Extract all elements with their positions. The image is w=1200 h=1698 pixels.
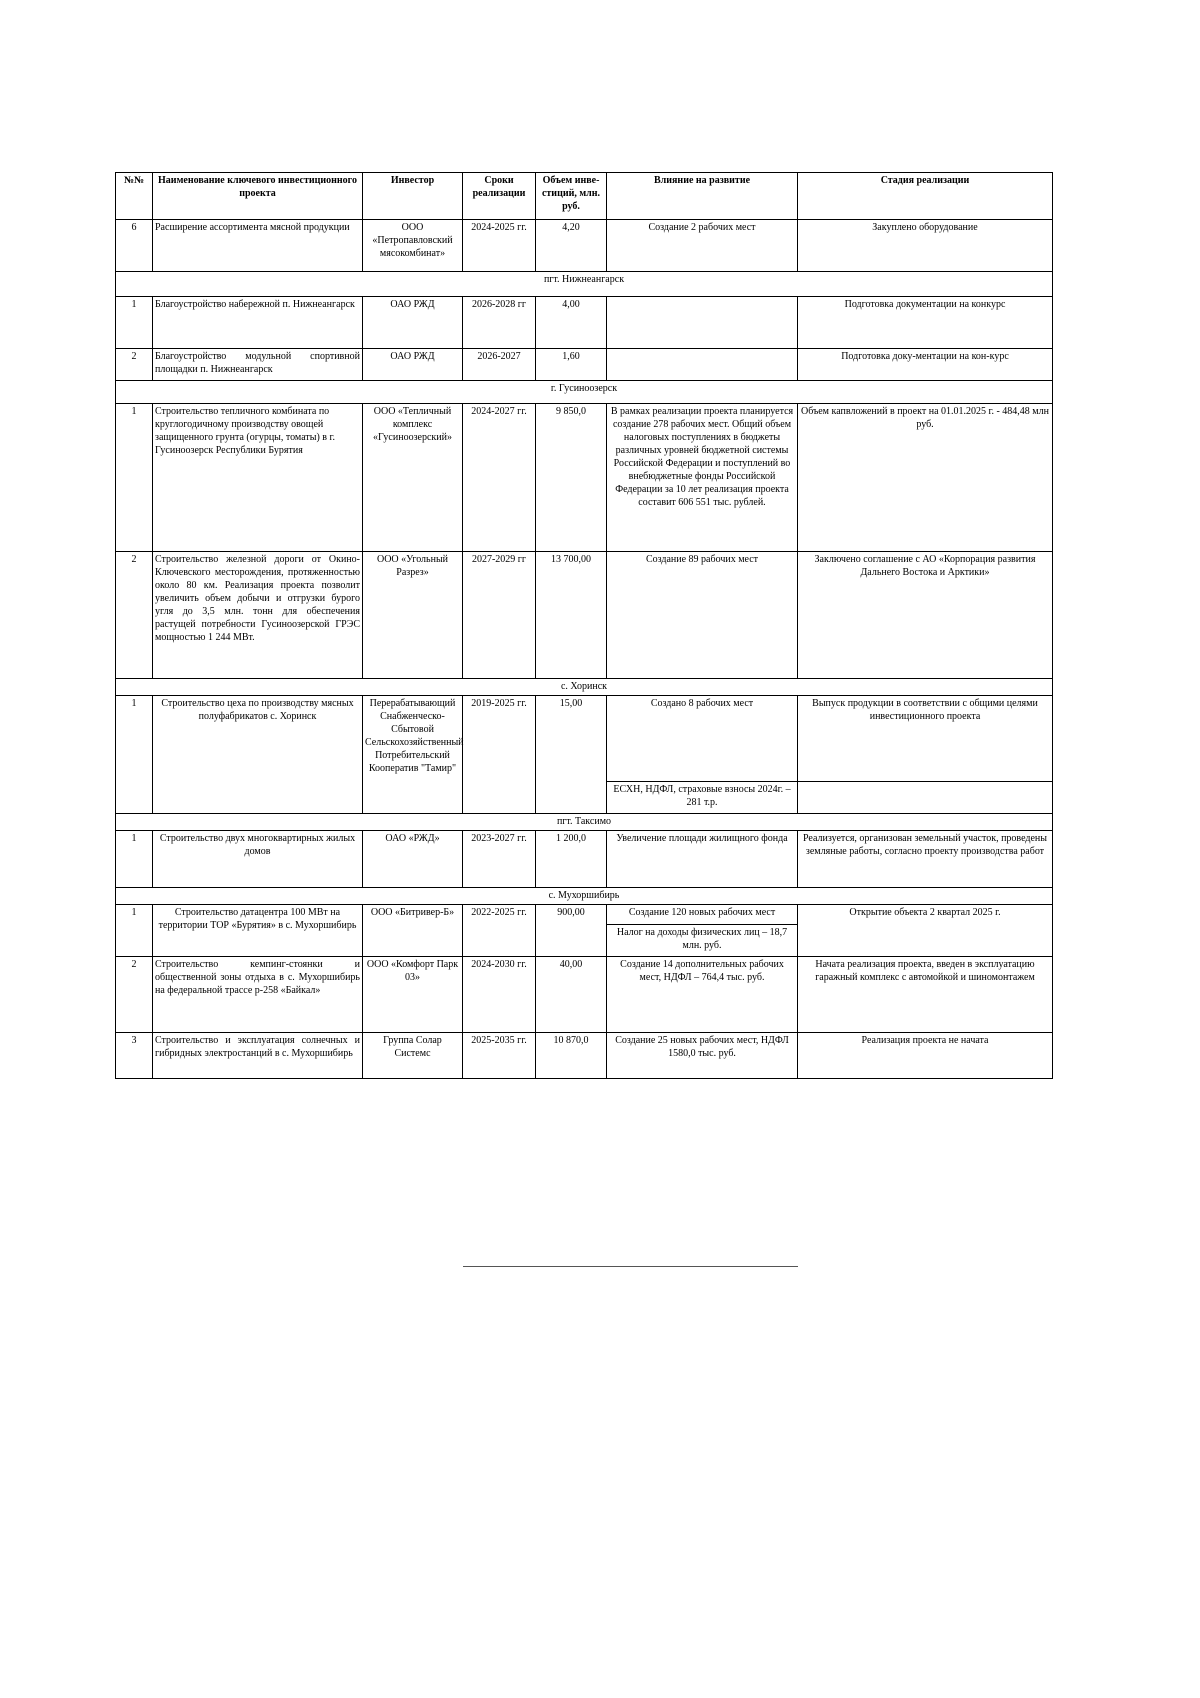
section-mukhorshibir: с. Мухоршибирь xyxy=(116,888,1053,905)
table-row xyxy=(116,297,1053,349)
header-name: Наименование ключевого инвестиционного проекта xyxy=(153,173,363,220)
row-name: Строительство и эксплуатация солнечных и гибридных электростанций в с. Мухоршибирь xyxy=(153,1033,363,1079)
row-name: Строительство датацентра 100 МВт на территории ТОР «Бурятия» в с. Мухоршибирь xyxy=(153,905,363,957)
table-row xyxy=(116,552,1053,679)
row-num: 1 xyxy=(116,696,153,814)
row-volume: 1,60 xyxy=(536,349,607,381)
row-num: 1 xyxy=(116,404,153,552)
header-investor: Инвестор xyxy=(363,173,463,220)
row-num: 3 xyxy=(116,1033,153,1079)
row-num: 1 xyxy=(116,831,153,888)
row-stage: Начата реализация проекта, введен в эксплуатацию гаражный комплекс с автомойкой и шиномонтажем xyxy=(798,957,1053,1033)
horizontal-rule xyxy=(463,1266,798,1267)
row-name: Строительство кемпинг-стоянки и общественной зоны отдыха в с. Мухоршибирь на федеральной трассе р-258 «Байкал» xyxy=(153,957,363,1033)
row-num: 1 xyxy=(116,297,153,349)
header-num: №№ xyxy=(116,173,153,220)
row-name: Расширение ассортимента мясной продукции xyxy=(153,220,363,272)
section-row xyxy=(116,814,1053,831)
row-impact: Создание 89 рабочих мест xyxy=(607,552,798,679)
section-row xyxy=(116,272,1053,297)
row-impact: Создание 25 новых рабочих мест, НДФЛ 1580,0 тыс. руб. xyxy=(607,1033,798,1079)
row-stage-empty xyxy=(798,782,1053,814)
row-name: Строительство двух многоквартирных жилых домов xyxy=(153,831,363,888)
table-header-row xyxy=(116,173,1053,220)
row-num: 1 xyxy=(116,905,153,957)
row-impact: Создание 14 дополнительных рабочих мест, НДФЛ – 764,4 тыс. руб. xyxy=(607,957,798,1033)
row-stage: Подготовка доку-ментации на кон-курс xyxy=(798,349,1053,381)
row-num: 2 xyxy=(116,957,153,1033)
row-stage: Выпуск продукции в соответствии с общими целями инвестиционного проекта xyxy=(798,696,1053,782)
row-name: Строительство тепличного комбината по круглогодичному производству овощей защищенного грунта (огурцы, томаты) в г. Гусиноозерск Республики Бурятия xyxy=(153,404,363,552)
row-stage: Реализуется, организован земельный участок, проведены земляные работы, согласно проекту производства работ xyxy=(798,831,1053,888)
row-volume: 1 200,0 xyxy=(536,831,607,888)
row-investor: Перерабатывающий Снабженческо-Сбытовой Сельскохозяйственный Потребительский Кооператив "Тамир" xyxy=(363,696,463,814)
row-investor: ОАО РЖД xyxy=(363,349,463,381)
row-name: Строительство железной дороги от Окино-Ключевского месторождения, протяженностью около 80 км. Реализация проекта позволит увеличить объем добычи и отгрузки бурого угля до 3,5 млн. тонн для обеспечения растущей потребности Гусиноозерской ГРЭС мощностью 1 244 МВт. xyxy=(153,552,363,679)
row-impact: Создание 120 новых рабочих мест xyxy=(607,905,798,925)
row-num: 2 xyxy=(116,349,153,381)
row-num: 6 xyxy=(116,220,153,272)
row-period: 2026-2028 гг xyxy=(463,297,536,349)
row-impact xyxy=(607,349,798,381)
row-num: 2 xyxy=(116,552,153,679)
section-row xyxy=(116,679,1053,696)
table-row xyxy=(116,349,1053,381)
row-volume: 40,00 xyxy=(536,957,607,1033)
section-row xyxy=(116,888,1053,905)
table-row xyxy=(116,957,1053,1033)
row-investor: ОАО РЖД xyxy=(363,297,463,349)
row-period: 2027-2029 гг xyxy=(463,552,536,679)
row-stage: Подготовка документации на конкурс xyxy=(798,297,1053,349)
row-impact: В рамках реализации проекта планируется создание 278 рабочих мест. Общий объем налоговых поступлениях в бюджеты различных уровней бюджетной системы Российской Федерации и поступлений во внебюджетные фонды Российской Федерации за 10 лет реализация проекта составит 606 551 тыс. рублей. xyxy=(607,404,798,552)
row-volume: 13 700,00 xyxy=(536,552,607,679)
section-nizhneangarsk: пгт. Нижнеангарск xyxy=(116,272,1053,297)
row-name: Строительство цеха по производству мясных полуфабрикатов с. Хоринск xyxy=(153,696,363,814)
row-investor: ООО «Угольный Разрез» xyxy=(363,552,463,679)
row-impact-tax: ЕСХН, НДФЛ, страховые взносы 2024г. – 281 т.р. xyxy=(607,782,798,814)
header-period: Сроки реализации xyxy=(463,173,536,220)
section-taksimo: пгт. Таксимо xyxy=(116,814,1053,831)
row-period: 2024-2027 гг. xyxy=(463,404,536,552)
row-period: 2022-2025 гг. xyxy=(463,905,536,957)
row-stage: Реализация проекта не начата xyxy=(798,1033,1053,1079)
header-impact: Влияние на развитие xyxy=(607,173,798,220)
row-impact xyxy=(607,297,798,349)
row-period: 2025-2035 гг. xyxy=(463,1033,536,1079)
table-row xyxy=(116,696,1053,782)
section-row xyxy=(116,381,1053,404)
table-row xyxy=(116,1033,1053,1079)
row-investor: ООО «Комфорт Парк 03» xyxy=(363,957,463,1033)
row-name: Благоустройство набережной п. Нижнеангарск xyxy=(153,297,363,349)
row-stage: Открытие объекта 2 квартал 2025 г. xyxy=(798,905,1053,957)
row-volume: 10 870,0 xyxy=(536,1033,607,1079)
row-period: 2026-2027 xyxy=(463,349,536,381)
table-row xyxy=(116,404,1053,552)
section-gusinoozersk: г. Гусиноозерск xyxy=(116,381,1053,404)
projects-table xyxy=(115,172,1053,1079)
row-period: 2024-2030 гг. xyxy=(463,957,536,1033)
row-investor: ООО «Петропавловский мясокомбинат» xyxy=(363,220,463,272)
row-impact: Увеличение площади жилищного фонда xyxy=(607,831,798,888)
row-period: 2024-2025 гг. xyxy=(463,220,536,272)
row-period: 2019-2025 гг. xyxy=(463,696,536,814)
row-impact: Создание 2 рабочих мест xyxy=(607,220,798,272)
row-volume: 4,20 xyxy=(536,220,607,272)
row-stage: Объем капвложений в проект на 01.01.2025 г. - 484,48 млн руб. xyxy=(798,404,1053,552)
row-period: 2023-2027 гг. xyxy=(463,831,536,888)
row-stage: Закуплено оборудование xyxy=(798,220,1053,272)
row-investor: Группа Солар Системс xyxy=(363,1033,463,1079)
row-volume: 9 850,0 xyxy=(536,404,607,552)
header-stage: Стадия реализации xyxy=(798,173,1053,220)
row-name: Благоустройство модульной спортивной площадки п. Нижнеангарск xyxy=(153,349,363,381)
table-row xyxy=(116,831,1053,888)
row-impact: Создано 8 рабочих мест xyxy=(607,696,798,782)
row-investor: ООО «Тепличный комплекс «Гусиноозерский» xyxy=(363,404,463,552)
row-stage: Заключено соглашение с АО «Корпорация развития Дальнего Востока и Арктики» xyxy=(798,552,1053,679)
header-volume: Объем инве-стиций, млн. руб. xyxy=(536,173,607,220)
row-volume: 4,00 xyxy=(536,297,607,349)
row-impact-tax: Налог на доходы физических лиц – 18,7 млн. руб. xyxy=(607,925,798,957)
table-row xyxy=(116,905,1053,925)
row-volume: 15,00 xyxy=(536,696,607,814)
row-investor: ОАО «РЖД» xyxy=(363,831,463,888)
row-investor: ООО «Битривер-Б» xyxy=(363,905,463,957)
row-volume: 900,00 xyxy=(536,905,607,957)
section-khorinsk: с. Хоринск xyxy=(116,679,1053,696)
table-row xyxy=(116,220,1053,272)
